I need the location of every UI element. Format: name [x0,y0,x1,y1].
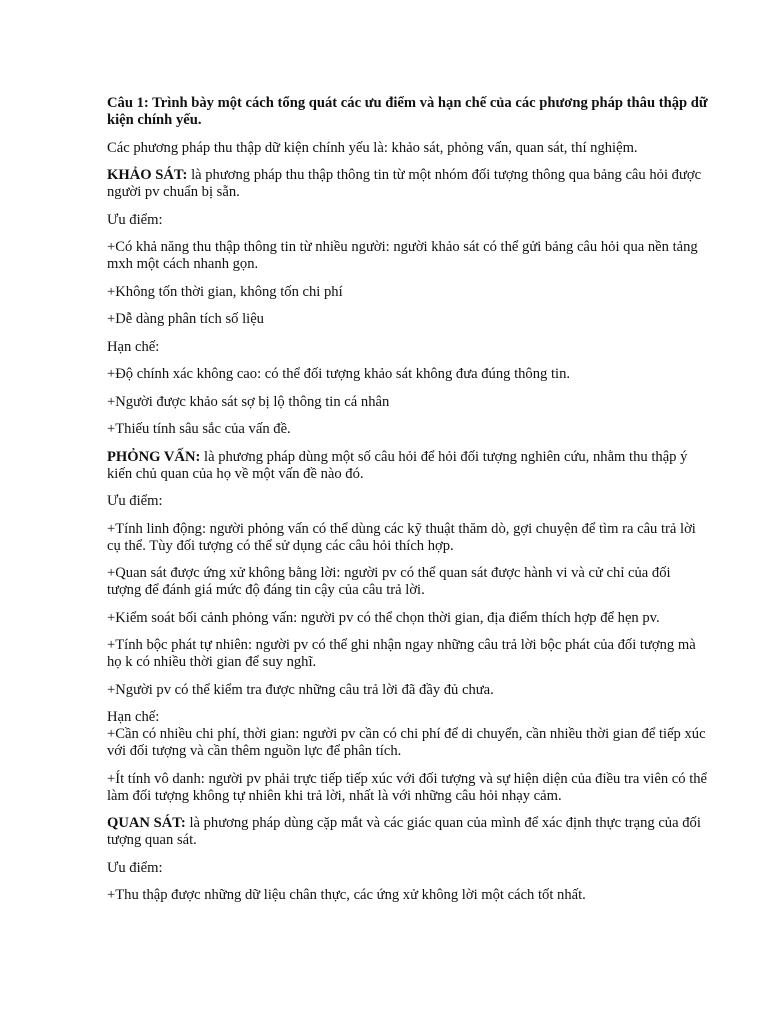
observation-advantages-label: Ưu điểm: [107,859,163,876]
interview-definition-text: là phương pháp dùng một số câu hỏi để hỏi đối tượng nghiên cứu, nhằm thu thập ý kiến chủ quan của họ về một vấn đề nào đó. [107,448,688,482]
survey-term: KHẢO SÁT: [107,167,188,183]
survey-definition [107,167,708,201]
observation-definition-text: là phương pháp dùng cặp mắt và các giác quan của mình để xác định thực trạng của đối tượng quan sát. [107,815,701,848]
observation-definition [107,815,708,849]
survey-advantages-label: Ưu điểm: [107,211,163,228]
intro-paragraph: Các phương pháp thu thập dữ kiện chính yếu là: khảo sát, phỏng vấn, quan sát, thí nghiệm. [107,139,638,156]
interview-advantage-1: +Tính linh động: người phỏng vấn có thể dùng các kỹ thuật thăm dò, gợi chuyện để tìm ra câu trả lời cụ thể. Tùy đối tượng có thể sử dụng các câu hỏi thích hợp. [107,520,696,554]
survey-limitation-3: +Thiếu tính sâu sắc của vấn đề. [107,421,291,437]
observation-term: QUAN SÁT: [107,815,186,831]
interview-limitations-label: Hạn chế: [107,709,160,725]
survey-limitations-label: Hạn chế: [107,338,160,355]
interview-advantages-label: Ưu điểm: [107,493,163,509]
interview-definition [107,449,708,483]
question-title: Câu 1: Trình bày một cách tổng quát các ưu điểm và hạn chế của các phương pháp thâu thập dữ kiện chính yếu. [107,95,708,128]
survey-limitation-1: +Độ chính xác không cao: có thể đối tượng khảo sát không đưa đúng thông tin. [107,366,571,382]
survey-advantage-3: +Dễ dàng phân tích số liệu [107,311,264,327]
survey-definition-text: là phương pháp thu thập thông tin từ một nhóm đối tượng thông qua bảng câu hỏi được người pv chuẩn bị sẵn. [107,167,702,200]
survey-limitation-2: +Người được khảo sát sợ bị lộ thông tin cá nhân [107,393,390,410]
survey-advantage-2: +Không tốn thời gian, không tốn chi phí [107,283,343,300]
interview-advantage-2: +Quan sát được ứng xử không bằng lời: người pv có thể quan sát được hành vi và cử chỉ của đối tượng để đánh giá mức độ đáng tin cậy của câu trả lời. [107,565,671,598]
interview-advantage-3: +Kiểm soát bối cảnh phỏng vấn: người pv có thể chọn thời gian, địa điểm thích hợp để hẹn pv. [107,609,660,626]
survey-advantage-1: +Có khả năng thu thập thông tin từ nhiều người: người khảo sát có thể gửi bảng câu hỏi qua nền tảng mxh một cách nhanh gọn. [107,239,698,272]
interview-advantage-4: +Tính bộc phát tự nhiên: người pv có thể ghi nhận ngay những câu trả lời bộc phát của đối tượng mà họ k có nhiều thời gian để suy nghĩ. [107,637,696,670]
interview-advantage-5: +Người pv có thể kiểm tra được những câu trả lời đã đầy đủ chưa. [107,681,494,698]
interview-term: PHỎNG VẤN: [107,448,201,465]
observation-advantage-1: +Thu thập được những dữ liệu chân thực, các ứng xử không lời một cách tốt nhất. [107,887,586,903]
interview-limitation-1: +Cần có nhiều chi phí, thời gian: người pv cần có chi phí để di chuyển, cần nhiều thời gian để tiếp xúc với đối tượng và cần thêm nguồn lực để phân tích. [107,726,706,759]
interview-limitation-2: +Ít tính vô danh: người pv phải trực tiếp tiếp xúc với đối tượng và sự hiện diện của điều tra viên có thể làm đối tượng không tự nhiên khi trả lời, nhất là với những câu hỏi nhạy cảm. [107,770,708,804]
